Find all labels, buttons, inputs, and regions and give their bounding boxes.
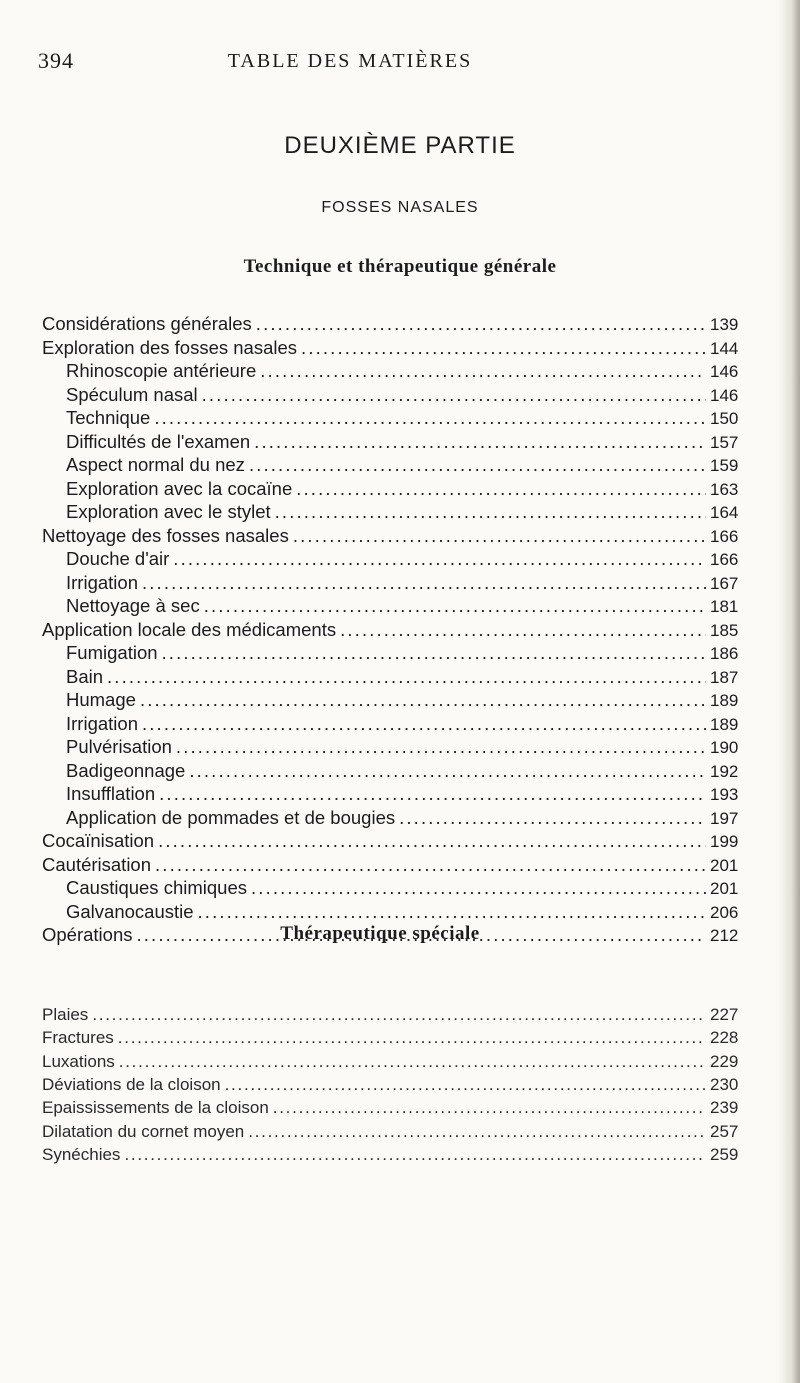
toc-leader-dots bbox=[293, 525, 706, 547]
toc-entry-label: Luxations bbox=[42, 1051, 115, 1071]
toc-entry bbox=[66, 454, 754, 478]
toc-leader-dots bbox=[249, 454, 706, 476]
toc-entry bbox=[66, 642, 754, 666]
toc-entry bbox=[42, 313, 754, 337]
toc-leader-dots bbox=[254, 431, 706, 453]
toc-entry bbox=[42, 1145, 754, 1169]
toc-entry bbox=[66, 877, 754, 901]
toc-leader-dots bbox=[251, 877, 706, 899]
toc-entry-page-number: 193 bbox=[710, 785, 739, 804]
toc-entry bbox=[66, 360, 754, 384]
toc-entry-label: Irrigation bbox=[66, 712, 138, 734]
toc-entry-label: Nettoyage des fosses nasales bbox=[42, 524, 289, 546]
toc-entry-label: Application de pommades et de bougies bbox=[66, 806, 396, 828]
toc-leader-dots bbox=[92, 1005, 706, 1025]
toc-leader-dots bbox=[140, 689, 706, 711]
toc-entry-page-number: 187 bbox=[710, 667, 739, 687]
toc-entry-page-number: 163 bbox=[710, 479, 739, 499]
running-header: TABLE DES MATIÈRES bbox=[227, 50, 473, 72]
toc-entry-label: Difficultés de l'examen bbox=[66, 430, 251, 452]
toc-entry-page-number: 139 bbox=[710, 315, 739, 334]
toc-entry-label: Caustiques chimiques bbox=[66, 877, 247, 898]
toc-entry-label: Cocaïnisation bbox=[42, 830, 155, 851]
toc-entry bbox=[42, 1005, 754, 1029]
toc-entry-page-number: 185 bbox=[710, 620, 739, 640]
toc-entry bbox=[66, 384, 754, 408]
toc-leader-dots bbox=[142, 572, 706, 594]
toc-entry-label: Insufflation bbox=[66, 783, 156, 804]
toc-entry-page-number: 230 bbox=[710, 1074, 739, 1094]
toc-leader-dots bbox=[118, 1028, 706, 1048]
toc-entry-label: Rhinoscopie antérieure bbox=[66, 360, 257, 381]
toc-entry-page-number: 146 bbox=[710, 385, 739, 405]
toc-entry-page-number: 157 bbox=[710, 432, 739, 452]
toc-entry-label: Application locale des médicaments bbox=[42, 618, 337, 640]
toc-leader-dots bbox=[340, 619, 706, 641]
toc-entry-page-number: 228 bbox=[710, 1028, 739, 1048]
toc-entry bbox=[66, 666, 754, 690]
toc-entry bbox=[66, 713, 754, 737]
page-number: 394 bbox=[38, 48, 74, 73]
toc-entry-label: Fumigation bbox=[66, 642, 158, 663]
toc-entry-label: Spéculum nasal bbox=[66, 383, 198, 405]
toc-leader-dots bbox=[399, 807, 706, 829]
toc-entry bbox=[66, 736, 754, 760]
toc-entry-label: Badigeonnage bbox=[66, 759, 186, 781]
toc-leader-dots bbox=[275, 501, 706, 523]
toc-entry-page-number: 192 bbox=[710, 761, 739, 781]
toc-entry-page-number: 259 bbox=[710, 1144, 739, 1164]
toc-entry-page-number: 201 bbox=[710, 879, 739, 898]
toc-entry-label: Bain bbox=[66, 665, 104, 687]
toc-entry-page-number: 150 bbox=[710, 409, 739, 428]
toc-entry-page-number: 257 bbox=[710, 1121, 739, 1141]
toc-entry-label: Considérations générales bbox=[42, 313, 252, 334]
toc-entry-label: Dilatation du cornet moyen bbox=[42, 1121, 245, 1141]
toc-entry-page-number: 197 bbox=[710, 808, 739, 828]
toc-leader-dots bbox=[202, 384, 706, 406]
toc-entry-label: Fractures bbox=[42, 1028, 114, 1048]
toc-entry-page-number: 166 bbox=[710, 526, 739, 546]
toc-entry-page-number: 201 bbox=[710, 855, 739, 875]
toc-entry bbox=[42, 830, 754, 854]
toc-entry-page-number: 167 bbox=[710, 573, 739, 593]
toc-entry bbox=[66, 501, 754, 525]
toc-entry-page-number: 189 bbox=[710, 714, 739, 734]
toc-entry-label: Opérations bbox=[42, 924, 133, 945]
toc-entry-label: Irrigation bbox=[66, 571, 138, 593]
toc-entry bbox=[42, 1075, 754, 1099]
toc-entry-label: Humage bbox=[66, 689, 136, 710]
toc-leader-dots bbox=[107, 666, 706, 688]
toc-entry-label: Aspect normal du nez bbox=[66, 454, 245, 475]
toc-entry-label: Nettoyage à sec bbox=[66, 595, 200, 616]
toc-entry-page-number: 159 bbox=[710, 456, 739, 475]
toc-leader-dots bbox=[204, 595, 706, 617]
toc-leader-dots bbox=[273, 1098, 706, 1118]
toc-entry-label: Technique bbox=[66, 407, 151, 428]
toc-leader-dots bbox=[124, 1145, 706, 1165]
toc-entry bbox=[66, 901, 754, 925]
toc-entry-page-number: 212 bbox=[710, 926, 739, 945]
toc-entry-label: Douche d'air bbox=[66, 548, 170, 569]
toc-entry bbox=[66, 548, 754, 572]
toc-entry bbox=[42, 1122, 754, 1146]
toc-entry-label: Exploration des fosses nasales bbox=[42, 336, 298, 358]
toc-leader-dots bbox=[260, 360, 706, 382]
toc-entry-label: Déviations de la cloison bbox=[42, 1074, 221, 1094]
toc-entry bbox=[66, 572, 754, 596]
toc-entry-label: Pulvérisation bbox=[66, 736, 172, 757]
toc-entry-page-number: 190 bbox=[710, 738, 739, 757]
toc-entry bbox=[42, 1098, 754, 1122]
toc-entry-page-number: 199 bbox=[710, 832, 739, 851]
toc-entry bbox=[66, 431, 754, 455]
toc-leader-dots bbox=[256, 313, 706, 335]
toc-entry-label: Exploration avec le stylet bbox=[66, 501, 271, 522]
toc-entry bbox=[42, 619, 754, 643]
toc-entry bbox=[42, 854, 754, 878]
toc-entry bbox=[66, 760, 754, 784]
toc-entry-page-number: 186 bbox=[710, 644, 739, 663]
toc-entry bbox=[42, 337, 754, 361]
toc-entry-label: Plaies bbox=[42, 1005, 89, 1024]
toc-entry-page-number: 164 bbox=[710, 503, 739, 522]
toc-entry-page-number: 229 bbox=[710, 1051, 739, 1071]
toc-entry bbox=[66, 689, 754, 713]
toc-leader-dots bbox=[159, 783, 706, 805]
toc-entry-page-number: 181 bbox=[710, 597, 739, 616]
toc-leader-dots bbox=[248, 1122, 706, 1142]
part-subtitle: FOSSES NASALES bbox=[321, 199, 479, 216]
toc-entry-label: Epaississements de la cloison bbox=[42, 1098, 269, 1118]
part-title: DEUXIÈME PARTIE bbox=[284, 132, 516, 159]
toc-leader-dots bbox=[301, 337, 706, 359]
toc-entry bbox=[66, 478, 754, 502]
section-title-therapeutique: Thérapeutique spéciale bbox=[280, 923, 480, 944]
toc-leader-dots bbox=[173, 548, 706, 570]
toc-entry-page-number: 239 bbox=[710, 1098, 739, 1118]
toc-entry bbox=[66, 807, 754, 831]
toc-entry bbox=[66, 783, 754, 807]
toc-entry bbox=[42, 1028, 754, 1052]
toc-entry-label: Galvanocaustie bbox=[66, 900, 194, 922]
toc-entry-label: Exploration avec la cocaïne bbox=[66, 477, 293, 499]
toc-leader-dots bbox=[162, 642, 706, 664]
toc-entry-label: Synéchies bbox=[42, 1144, 121, 1164]
toc-entry-page-number: 227 bbox=[710, 1005, 739, 1024]
toc-entry bbox=[66, 595, 754, 619]
toc-entry-page-number: 146 bbox=[710, 362, 739, 381]
toc-entry bbox=[66, 407, 754, 431]
toc-entry-page-number: 166 bbox=[710, 550, 739, 569]
toc-entry-page-number: 206 bbox=[710, 902, 739, 922]
toc-leader-dots bbox=[189, 760, 706, 782]
toc-entry-page-number: 144 bbox=[710, 338, 739, 358]
toc-leader-dots bbox=[119, 1052, 706, 1072]
toc-entry-page-number: 189 bbox=[710, 691, 739, 710]
toc-entry-label: Cautérisation bbox=[42, 853, 152, 875]
toc-leader-dots bbox=[296, 478, 706, 500]
section-title-technique: Technique et thérapeutique générale bbox=[243, 256, 557, 277]
toc-leader-dots bbox=[142, 713, 706, 735]
toc-entry bbox=[42, 525, 754, 549]
toc-leader-dots bbox=[154, 407, 706, 429]
toc-leader-dots bbox=[158, 830, 706, 852]
toc-leader-dots bbox=[155, 854, 706, 876]
toc-leader-dots bbox=[198, 901, 706, 923]
toc-leader-dots bbox=[225, 1075, 706, 1095]
toc-entry bbox=[42, 1052, 754, 1076]
toc-leader-dots bbox=[176, 736, 706, 758]
